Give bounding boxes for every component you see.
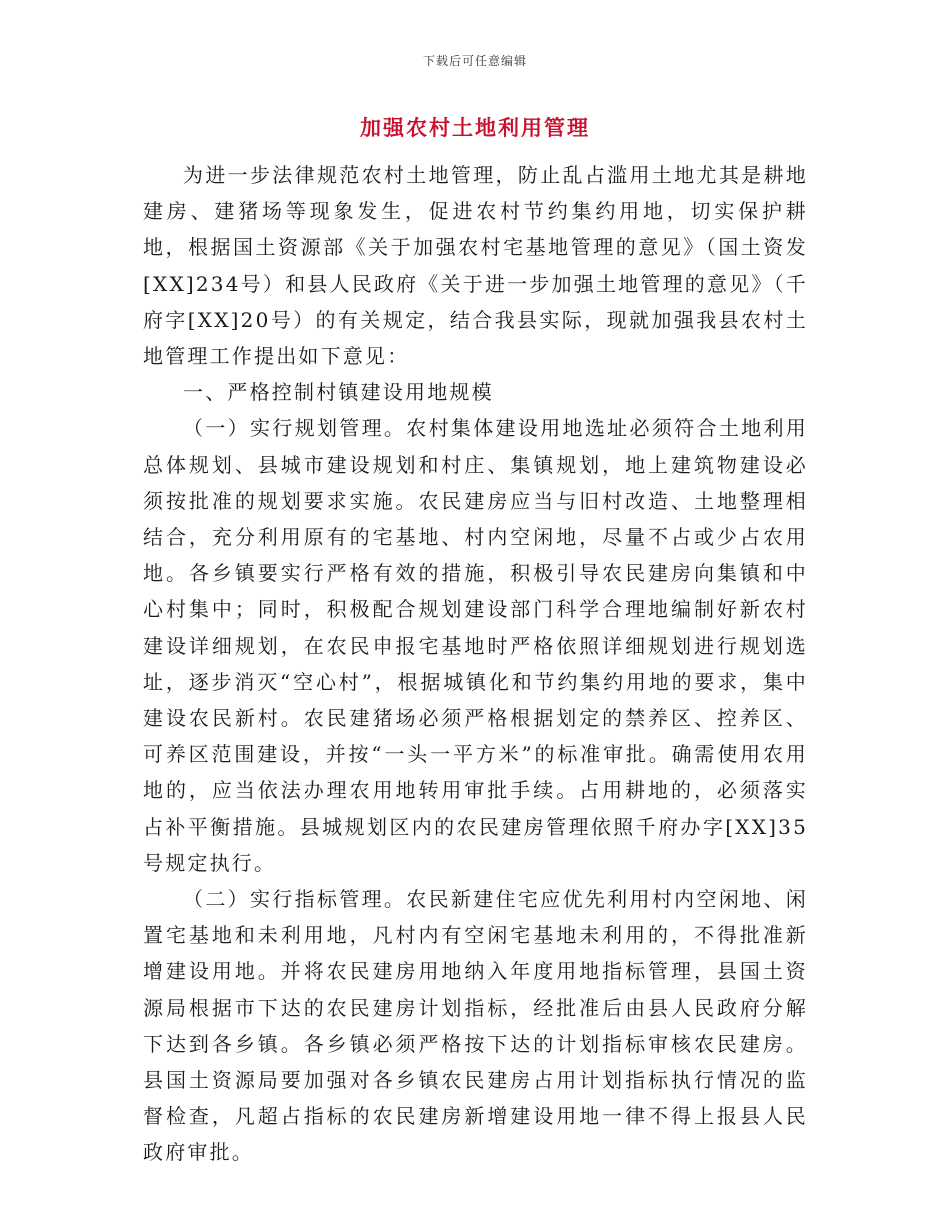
paragraph-planning-management: （一）实行规划管理。农村集体建设用地选址必须符合土地利用总体规划、县城市建设规划和村庄、集镇规划，地上建筑物建设必须按批准的规划要求实施。农民建房应当与旧村改造、土地整理相结合，充分利用原有的宅基地、村内空闲地，尽量不占或少占农用地。各乡镇要实行严格有效的措施，积极引导农民建房向集镇和中心村集中；同时，积极配合规划建设部门科学合理地编制好新农村建设详细规划，在农民申报宅基地时严格依照详细规划进行规划选址，逐步消灭“空心村”，根据城镇化和节约集约用地的要求，集中建设农民新村。农民建猪场必须严格根据划定的禁养区、控养区、可养区范围建设，并按“一头一平方米”的标准审批。确需使用农用地的，应当依法办理农用地转用审批手续。占用耕地的，必须落实占补平衡措施。县城规划区内的农民建房管理依照千府办字[XX]35号规定执行。: [143, 416, 808, 875]
section-heading-1: 一、严格控制村镇建设用地规模: [183, 380, 494, 405]
paragraph-intro: 为进一步法律规范农村土地管理，防止乱占滥用土地尤其是耕地建房、建猪场等现象发生，促进农村节约集约用地，切实保护耕地，根据国土资源部《关于加强农村宅基地管理的意见》（国土资发[XX]234号）和县人民政府《关于进一步加强土地管理的意见》（千府字[XX]20号）的有关规定，结合我县实际，现就加强我县农村土地管理工作提出如下意见：: [143, 163, 808, 369]
paragraph-quota-management: （二）实行指标管理。农民新建住宅应优先利用村内空闲地、闲置宅基地和未利用地，凡村内有空闲宅基地未利用的，不得批准新增建设用地。并将农民建房用地纳入年度用地指标管理，县国土资源局根据市下达的农民建房计划指标，经批准后由县人民政府分解下达到各乡镇。各乡镇必须严格按下达的计划指标审核农民建房。县国土资源局要加强对各乡镇农民建房占用计划指标执行情况的监督检查，凡超占指标的农民建房新增建设用地一律不得上报县人民政府审批。: [143, 887, 808, 1165]
document-title: 加强农村土地利用管理: [360, 116, 590, 140]
document-body: [143, 157, 808, 1171]
header-note: 下载后可任意编辑: [422, 54, 527, 68]
